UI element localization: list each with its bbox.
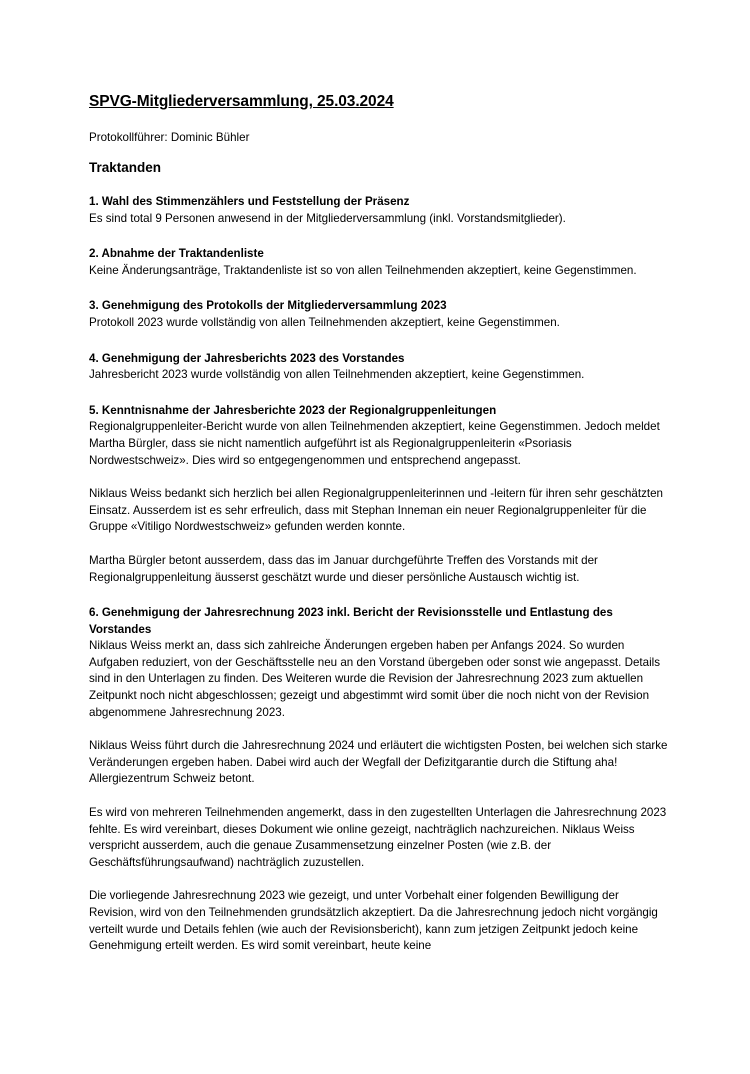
document-page <box>89 92 669 955</box>
section-paragraph: Es wird von mehreren Teilnehmenden angemerkt, dass in den zugestellten Unterlagen die Jahresrechnung 2023 fehlte. Es wird vereinbart, dieses Dokument wie online gezeigt, nachträglich nachzureichen. Niklaus Weiss verspricht ausserdem, auch die genaue Zusammensetzung einzelner Posten (wie z.B. der Geschäftsführungsaufwand) nachträglich zuzustellen. <box>89 806 667 869</box>
section-heading: 2. Abnahme der Traktandenliste <box>89 247 264 261</box>
section-5 <box>89 403 669 586</box>
section-heading: 1. Wahl des Stimmenzählers und Feststellung der Präsenz <box>89 195 410 208</box>
section-paragraph: Jahresbericht 2023 wurde vollständig von allen Teilnehmenden akzeptiert, keine Gegenstimmen. <box>89 368 585 382</box>
section-paragraph: Niklaus Weiss bedankt sich herzlich bei allen Regionalgruppenleiterinnen und -leitern für ihren sehr geschätzten Einsatz. Ausserdem ist es sehr erfreulich, dass mit Stephan Inneman ein neuer Regionalgruppenleiter für die Gruppe «Vitiligo Nordwestschweiz» gefunden werden konnte. <box>89 487 664 534</box>
section-heading: 4. Genehmigung der Jahresberichts 2023 des Vorstandes <box>89 351 405 365</box>
section-3 <box>89 298 669 331</box>
section-paragraph: Protokoll 2023 wurde vollständig von allen Teilnehmenden akzeptiert, keine Gegenstimmen. <box>89 315 560 329</box>
section-2 <box>89 246 669 279</box>
section-4 <box>89 351 669 384</box>
section-paragraph: Martha Bürgler betont ausserdem, dass das im Januar durchgeführte Treffen des Vorstands mit der Regionalgruppenleitung äusserst geschätzt wurde und dieser persönliche Austausch wichtig ist. <box>89 553 598 584</box>
section-6 <box>89 605 669 955</box>
section-heading: 5. Kenntnisnahme der Jahresberichte 2023 der Regionalgruppenleitungen <box>89 403 497 417</box>
protokollfuehrer-line: Protokollführer: Dominic Bühler <box>89 131 250 144</box>
section-paragraph: Die vorliegende Jahresrechnung 2023 wie gezeigt, und unter Vorbehalt einer folgenden Bewilligung der Revision, wird von den Teilnehmenden grundsätzlich akzeptiert. Da die Jahresrechnung jedoch nicht vorgängig verteilt wurde und Details fehlen (wie auch der Revisionsbericht), kann zum jetzigen Zeitpunkt jedoch keine Genehmigung erteilt werden. Es wird somit vereinbart, heute keine <box>89 889 658 953</box>
section-paragraph: Keine Änderungsanträge, Traktandenliste ist so von allen Teilnehmenden akzeptiert, keine Gegenstimmen. <box>89 263 637 277</box>
section-paragraph: Regionalgruppenleiter-Bericht wurde von allen Teilnehmenden akzeptiert, keine Gegenstimmen. Jedoch meldet Martha Bürgler, dass sie nicht namentlich aufgeführt ist als Regionalgruppenleiterin «Psoriasis Nordwestschweiz». Dies wird so entgegengenommen und entsprechend angepasst. <box>89 420 660 467</box>
section-heading: 6. Genehmigung der Jahresrechnung 2023 inkl. Bericht der Revisionsstelle und Entlastung des Vorstandes <box>89 606 613 636</box>
traktanden-heading: Traktanden <box>89 160 162 175</box>
section-paragraph: Niklaus Weiss führt durch die Jahresrechnung 2024 und erläutert die wichtigsten Posten, bei welchen sich starke Veränderungen ergeben haben. Dabei wird auch der Wegfall der Defizitgarantie durch die Stiftung aha! Allergiezentrum Schweiz betont. <box>89 739 668 786</box>
section-paragraph: Es sind total 9 Personen anwesend in der Mitgliederversammlung (inkl. Vorstandsmitglieder). <box>89 211 566 225</box>
document-title: SPVG-Mitgliederversammlung, 25.03.2024 <box>89 93 394 110</box>
section-1 <box>89 194 669 227</box>
section-paragraph: Niklaus Weiss merkt an, dass sich zahlreiche Änderungen ergeben haben per Anfangs 2024. So wurden Aufgaben reduziert, von der Geschäftsstelle neu an den Vorstand übergeben oder sonst wie angepasst. Details sind in den Unterlagen zu finden. Des Weiteren wurde die Revision der Jahresrechnung 2023 zum aktuellen Zeitpunkt noch nicht abgeschlossen; gezeigt und abgestimmt wird somit über die noch nicht von der Revision abgenommene Jahresrechnung 2023. <box>89 639 661 719</box>
section-heading: 3. Genehmigung des Protokolls der Mitgliederversammlung 2023 <box>89 299 447 313</box>
